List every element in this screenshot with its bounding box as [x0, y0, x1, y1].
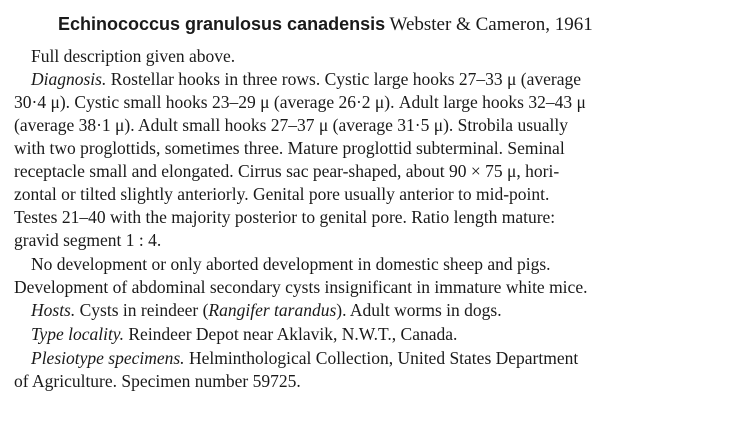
- diagnosis-line-6: zontal or tilted slightly anteriorly. Genital pore usually anterior to mid-point.: [14, 184, 550, 204]
- type-locality-label: Type locality.: [31, 324, 124, 344]
- species-authority: Webster & Cameron, 1961: [389, 14, 593, 35]
- species-heading: [58, 14, 593, 36]
- plesiotype-line-2: of Agriculture. Specimen number 59725.: [14, 371, 301, 391]
- diagnosis-line-7: Testes 21–40 with the majority posterior to genital pore. Ratio length mature:: [14, 207, 556, 227]
- type-locality-line: Type locality. Reindeer Depot near Aklavik, N.W.T., Canada.: [31, 324, 458, 344]
- diagnosis-line-4: with two proglottids, sometimes three. Mature proglottid subterminal. Seminal: [14, 138, 565, 158]
- plesiotype-line-1: Plesiotype specimens. Helminthological Collection, United States Department: [31, 348, 579, 368]
- diagnosis-line-3: (average 38·1 μ). Adult small hooks 27–37 μ (average 31·5 μ). Strobila usually: [14, 115, 568, 135]
- diagnosis-line-8: gravid segment 1 : 4.: [14, 230, 162, 250]
- diagnosis-line-2: 30·4 μ). Cystic small hooks 23–29 μ (average 26·2 μ). Adult large hooks 32–43 μ: [14, 92, 586, 112]
- plesiotype-label: Plesiotype specimens.: [31, 348, 185, 368]
- development-line-2: Development of abdominal secondary cysts insignificant in immature white mice.: [14, 277, 588, 297]
- species-name: Echinococcus granulosus canadensis: [58, 14, 386, 34]
- development-line-1: No development or only aborted development in domestic sheep and pigs.: [31, 254, 551, 274]
- host-scientific-name: Rangifer tarandus: [208, 300, 337, 320]
- hosts-label: Hosts.: [31, 300, 76, 320]
- diagnosis-line-1: Diagnosis. Rostellar hooks in three rows. Cystic large hooks 27–33 μ (average: [31, 69, 582, 89]
- intro-line: Full description given above.: [31, 46, 236, 66]
- hosts-line: Hosts. Cysts in reindeer (Rangifer tarandus). Adult worms in dogs.: [31, 300, 502, 320]
- diagnosis-label: Diagnosis.: [31, 69, 107, 89]
- diagnosis-line-5: receptacle small and elongated. Cirrus sac pear-shaped, about 90 × 75 μ, hori-: [14, 161, 560, 181]
